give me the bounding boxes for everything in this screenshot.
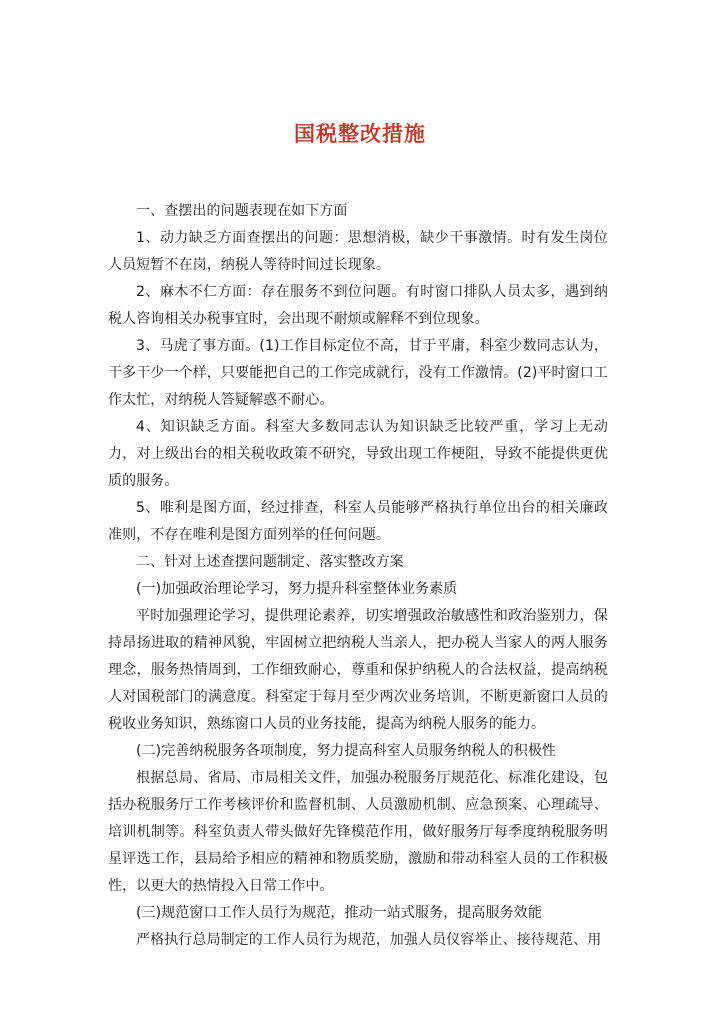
subheading-3: (三)规范窗口工作人员行为规范，推动一站式服务，提高服务效能 xyxy=(136,905,542,921)
section-heading-1: 一、查摆出的问题表现在如下方面 xyxy=(136,203,348,219)
subheading-1: (一)加强政治理论学习，努力提升科室整体业务素质 xyxy=(136,581,458,597)
section-heading-2: 二、针对上述查摆问题制定、落实整改方案 xyxy=(136,554,404,570)
paragraph-6: 平时加强理论学习，提供理论素养，切实增强政治敏感性和政治鉴别力，保持昂扬进取的精神风貌，牢固树立把纳税人当亲人，把办税人当家人的两人服务理念，服务热情周到，工作细致耐心，尊重和保护纳税人的合法权益，提高纳税人对国税部门的满意度。科室定于每月至少两次业务培训，不断更新窗口人员的税收业务知识，熟练窗口人员的业务技能，提高为纳税人服务的能力。 xyxy=(108,608,608,732)
subheading-2: (二)完善纳税服务各项制度，努力提高科室人员服务纳税人的积极性 xyxy=(136,743,557,759)
page-title: 国税整改措施 xyxy=(294,121,426,146)
paragraph-2: 2、麻木不仁方面：存在服务不到位问题。有时窗口排队人员太多，遇到纳税人咨询相关办税事宜时，会出现不耐烦或解释不到位现象。 xyxy=(108,284,608,327)
paragraph-5: 5、唯利是图方面，经过排查，科室人员能够严格执行单位出台的相关廉政准则，不存在唯利是图方面列举的任何问题。 xyxy=(108,500,608,543)
paragraph-4: 4、知识缺乏方面。科室大多数同志认为知识缺乏比较严重，学习上无动力，对上级出台的相关税收政策不研究，导致出现工作梗阻，导致不能提供更优质的服务。 xyxy=(108,419,608,489)
paragraph-3: 3、马虎了事方面。(1)工作目标定位不高，甘于平庸，科室少数同志认为，干多干少一个样，只要能把自己的工作完成就行，没有工作激情。(2)平时窗口工作太忙，对纳税人答疑解惑不耐心。 xyxy=(108,338,608,408)
paragraph-1: 1、动力缺乏方面查摆出的问题：思想消极，缺少干事激情。时有发生岗位人员短暂不在岗，纳税人等待时间过长现象。 xyxy=(108,230,608,273)
paragraph-7: 根据总局、省局、市局相关文件，加强办税服务厅规范化、标准化建设，包括办税服务厅工作考核评价和监督机制、人员激励机制、应急预案、心理疏导、培训机制等。科室负责人带头做好先锋模范作用，做好服务厅每季度纳税服务明星评选工作，县局给予相应的精神和物质奖励，激励和带动科室人员的工作积极性，以更大的热情投入日常工作中。 xyxy=(108,770,608,894)
paragraph-8: 严格执行总局制定的工作人员行为规范，加强人员仪容举止、接待规范、用 xyxy=(136,932,602,948)
document-body xyxy=(108,198,608,954)
